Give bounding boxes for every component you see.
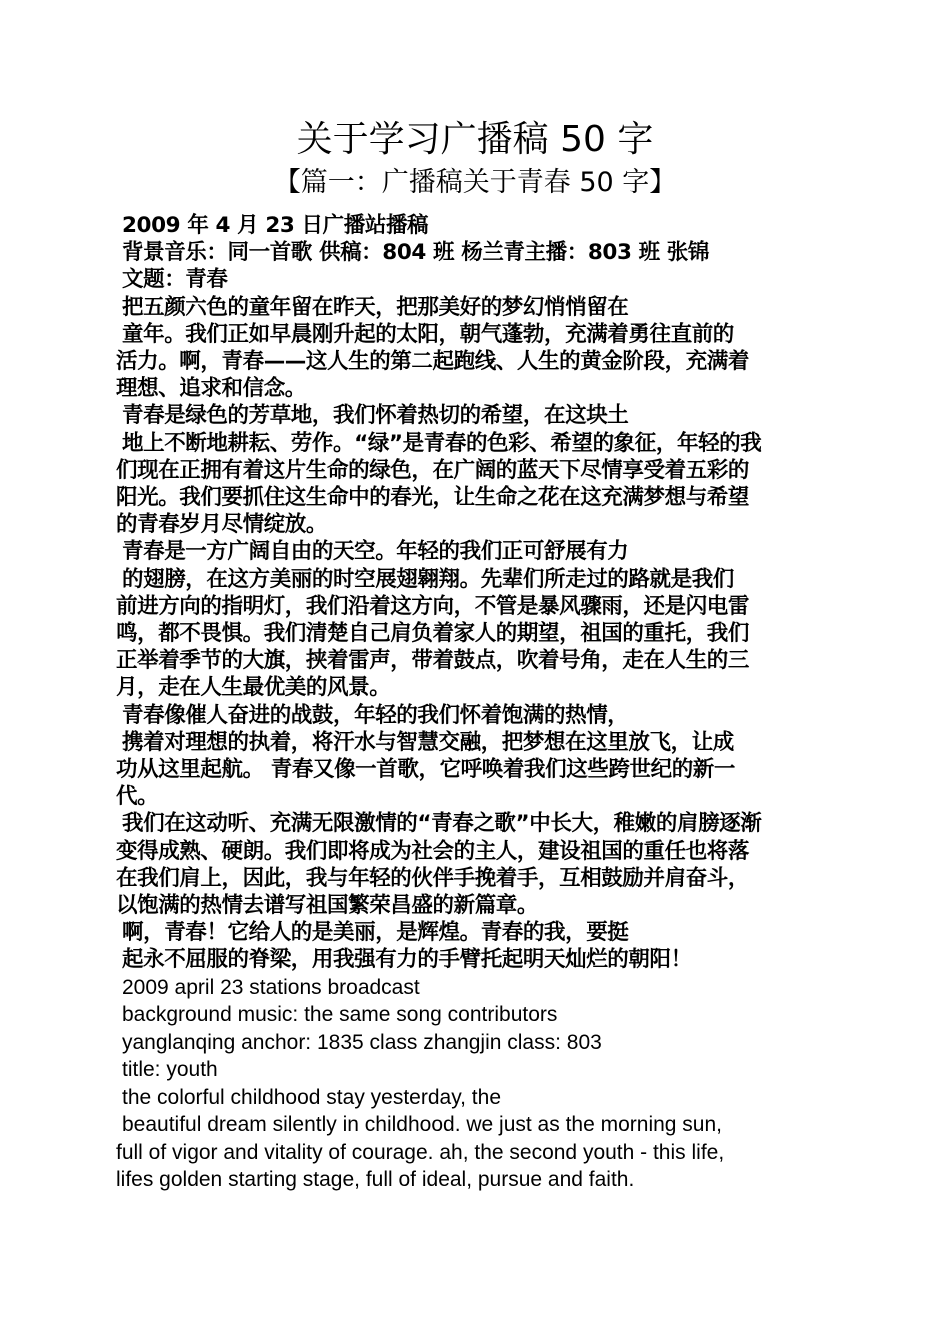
text-line: 我们在这动听、充满无限激情的“青春之歌”中长大，稚嫩的肩膀逐渐	[122, 811, 762, 837]
text-line: 正举着季节的大旗，挟着雷声，带着鼓点，吹着号角，走在人生的三	[116, 648, 750, 674]
text-line: 把五颜六色的童年留在昨天，把那美好的梦幻悄悄留在	[122, 294, 629, 320]
text-line: 以饱满的热情去谱写祖国繁荣昌盛的新篇章。	[116, 893, 539, 919]
text-line: 起永不屈服的脊梁，用我强有力的手臂托起明天灿烂的朝阳！	[122, 947, 692, 973]
text-line: 变得成熟、硬朗。我们即将成为社会的主人，建设祖国的重任也将落	[116, 838, 750, 864]
text-line: 们现在正拥有着这片生命的绿色，在广阔的蓝天下尽情享受着五彩的	[116, 457, 750, 483]
text-line: title: youth	[122, 1058, 218, 1082]
text-line: 啊，青春！它给人的是美丽，是辉煌。青春的我，要挺	[122, 920, 629, 946]
document-body	[116, 212, 836, 1194]
text-line: 青春是一方广阔自由的天空。年轻的我们正可舒展有力	[122, 539, 629, 565]
text-line: 代。	[116, 784, 159, 810]
text-line: 青春是绿色的芳草地，我们怀着热切的希望，在这块土	[122, 403, 629, 429]
text-line: 背景音乐：同一首歌 供稿：804 班 杨兰青主播：803 班 张锦	[122, 240, 709, 266]
text-line: lifes golden starting stage, full of ideal, pursue and faith.	[116, 1168, 635, 1192]
text-line: full of vigor and vitality of courage. ah, the second youth - this life,	[116, 1140, 725, 1164]
text-line: 前进方向的指明灯，我们沿着这方向，不管是暴风骤雨，还是闪电雷	[116, 593, 750, 619]
document-subtitle: 【篇一：广播稿关于青春 50 字】	[273, 167, 677, 198]
text-line: 童年。我们正如早晨刚升起的太阳，朝气蓬勃，充满着勇往直前的	[122, 321, 734, 347]
text-line: 文题：青春	[122, 267, 228, 293]
text-line: 的青春岁月尽情绽放。	[116, 512, 328, 538]
text-line: 功从这里起航。 青春又像一首歌，它呼唤着我们这些跨世纪的新一	[116, 757, 735, 783]
text-line: 2009 年 4 月 23 日广播站播稿	[122, 213, 429, 238]
document-title: 关于学习广播稿 50 字	[296, 119, 654, 160]
text-line: 2009 april 23 stations broadcast	[122, 975, 420, 999]
text-line: 月，走在人生最优美的风景。	[116, 675, 391, 701]
text-line: 理想、追求和信念。	[116, 376, 306, 402]
text-line: 在我们肩上，因此，我与年轻的伙伴手挽着手，互相鼓励并肩奋斗，	[116, 865, 750, 891]
text-line: 活力。啊，青春——这人生的第二起跑线、人生的黄金阶段，充满着	[116, 349, 750, 375]
text-line: background music: the same song contributors	[122, 1003, 558, 1027]
text-line: yanglanqing anchor: 1835 class zhangjin class: 803	[122, 1030, 602, 1054]
text-line: 地上不断地耕耘、劳作。“绿”是青春的色彩、希望的象征，年轻的我	[122, 430, 762, 456]
text-line: 携着对理想的执着，将汗水与智慧交融，把梦想在这里放飞，让成	[122, 729, 734, 755]
text-line: 阳光。我们要抓住这生命中的春光，让生命之花在这充满梦想与希望	[116, 485, 750, 511]
text-line: 青春像催人奋进的战鼓，年轻的我们怀着饱满的热情，	[122, 702, 629, 728]
text-line: the colorful childhood stay yesterday, the	[122, 1085, 501, 1109]
text-line: 鸣，都不畏惧。我们清楚自己肩负着家人的期望，祖国的重托，我们	[116, 621, 750, 647]
text-line: beautiful dream silently in childhood. we just as the morning sun,	[122, 1113, 722, 1137]
text-line: 的翅膀，在这方美丽的时空展翅翱翔。先辈们所走过的路就是我们	[122, 566, 734, 592]
